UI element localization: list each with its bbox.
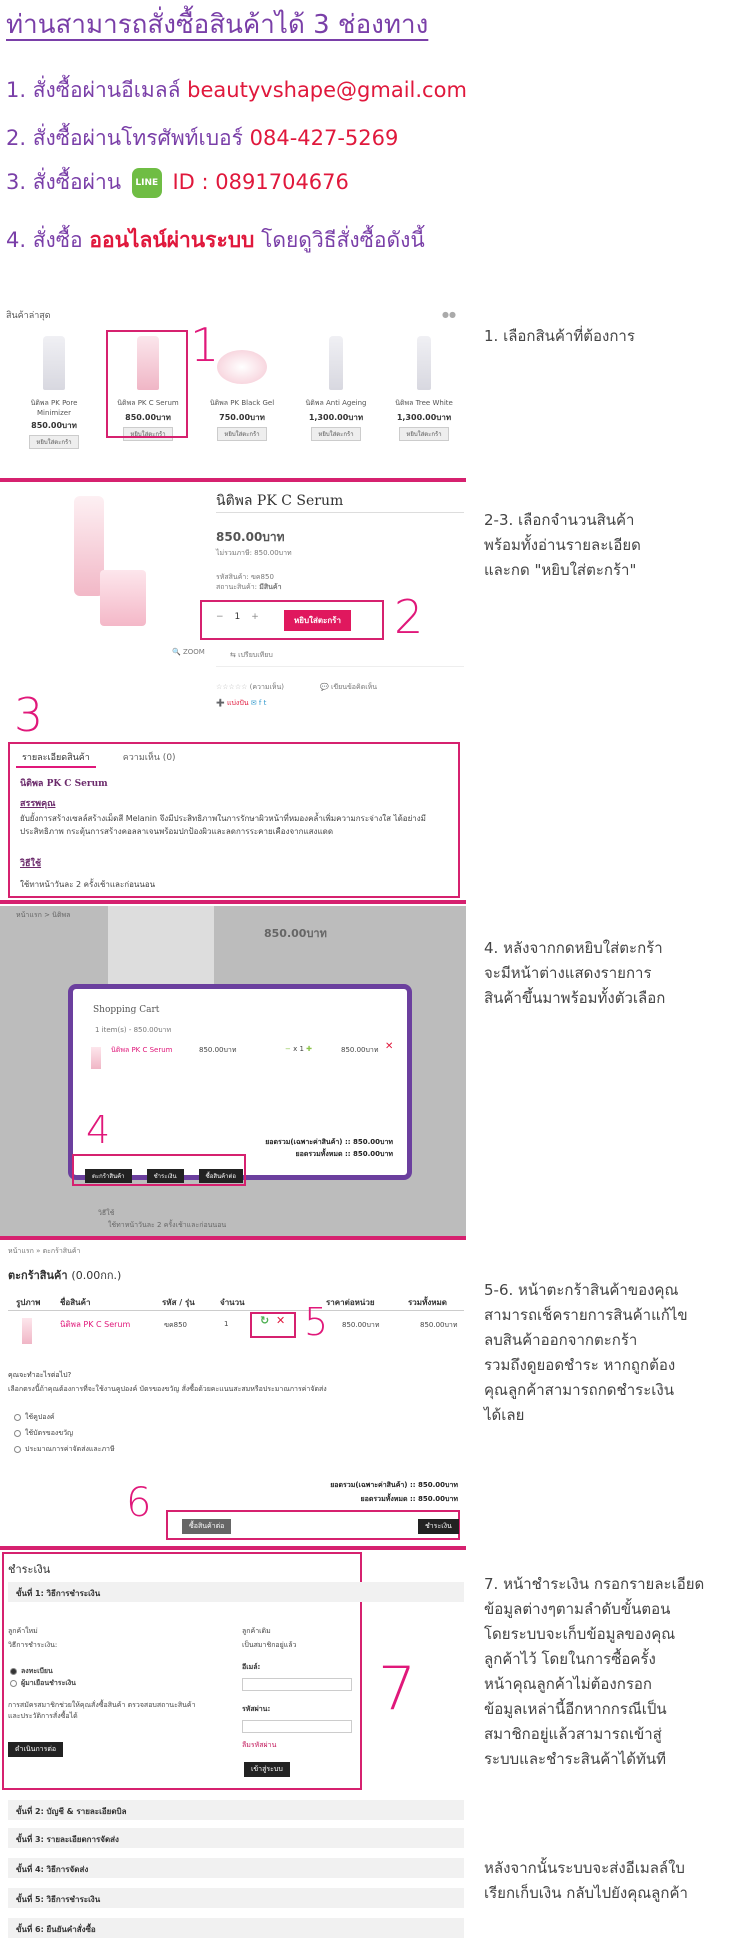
- remove-icon[interactable]: ✕: [276, 1314, 286, 1327]
- cart-total: ยอดรวมทั้งหมด :: 850.00บาท: [360, 1495, 458, 1503]
- refresh-icon[interactable]: ↻: [260, 1314, 270, 1327]
- section-divider: [0, 900, 466, 904]
- order-phone-line: [6, 122, 398, 155]
- radio-icon: [14, 1430, 21, 1437]
- step-marker-2: 2: [394, 590, 424, 644]
- zoom-label[interactable]: 🔍 ZOOM: [172, 648, 205, 656]
- returning-customer-label: ลูกค้าเดิม: [242, 1627, 271, 1635]
- checkout-step-1[interactable]: ขั้นที่ 1: วิธีการชำระเงิน: [8, 1582, 464, 1602]
- product-image: [417, 336, 431, 390]
- product-code: รหัสสินค้า: ฃค850: [216, 573, 274, 581]
- quantity-stepper[interactable]: [216, 612, 259, 622]
- cart-item-thumb: [22, 1318, 32, 1344]
- checkout-step-5[interactable]: ขั้นที่ 5: วิธีการชำระเงิน: [8, 1888, 464, 1908]
- cart-item-name[interactable]: นิติพล PK C Serum: [60, 1320, 131, 1329]
- step7-instruction: 7. หน้าชำระเงิน กรอกรายละเอียด ข้อมูลต่างๆตามลำดับขั้นตอน โดยระบบจะเก็บข้อมูลของคุณ ลูกค้าไว้ โดยในการซื้อครั้ง หน้าคุณลูกค้าไม่ต้องกรอก ข้อมูลเหล่านี้อีกหากกรณีเป็น สมาชิกอยู่แล้วสามารถเข้าสู่ ระบบและชำระสินค้าได้ทันที: [484, 1575, 705, 1768]
- detail-tabs: [16, 748, 186, 768]
- order-email-line: [6, 74, 467, 107]
- order-phone-value[interactable]: 084-427-5269: [249, 126, 399, 150]
- cart-item-qty[interactable]: − x 1 ✚: [285, 1045, 313, 1053]
- forgot-password-link[interactable]: ลืมรหัสผ่าน: [242, 1741, 277, 1749]
- cart-item-price: 850.00บาท: [199, 1046, 237, 1054]
- product-image: [43, 336, 65, 390]
- bg-usage-label: วิธีใช้: [98, 1209, 115, 1217]
- remove-icon[interactable]: ✕: [385, 1041, 394, 1052]
- tab-detail[interactable]: รายละเอียดสินค้า: [16, 748, 96, 768]
- password-label: รหัสผ่าน:: [242, 1705, 271, 1713]
- add-to-cart-button[interactable]: หยิบใส่ตะกร้า: [311, 427, 360, 441]
- order-line-label: 3. สั่งซื้อผ่าน: [6, 170, 122, 194]
- quantity-input[interactable]: 1: [234, 612, 241, 622]
- checkout-step-4[interactable]: ขั้นที่ 4: วิธีการจัดส่ง: [8, 1858, 464, 1878]
- next-question-desc: เลือกตรงนี้ถ้าคุณต้องการที่จะใช้งานคูปองค์ บัตรของขวัญ สั่งซื้อด้วยคะแนนสะสมหรือประมาณการค่าจัดส่ง: [8, 1385, 327, 1393]
- plus-icon: ✚: [306, 1045, 313, 1053]
- product-title: นิติพล PK C Serum: [216, 493, 344, 509]
- product-name: นิติพล PK C Serum: [117, 399, 179, 407]
- cart-item-name[interactable]: นิติพล PK C Serum: [111, 1046, 173, 1054]
- next-question: คุณจะทำอะไรต่อไป?: [8, 1371, 72, 1379]
- step-marker-1: 1: [190, 318, 220, 372]
- radio-icon: [10, 1668, 17, 1675]
- radio-icon: [10, 1680, 17, 1687]
- detail-title: นิติพล PK C Serum: [20, 779, 108, 789]
- selected-product-highlight: [106, 330, 188, 438]
- cart-page-title: ตะกร้าสินค้า (0.00กก.): [8, 1269, 122, 1282]
- step-marker-5: 5: [304, 1300, 329, 1344]
- cart-item-code: ฃค850: [164, 1321, 187, 1329]
- checkout-button[interactable]: ชำระเงิน: [418, 1519, 459, 1534]
- new-customer-label: ลูกค้าใหม่: [8, 1627, 38, 1635]
- divider: [216, 512, 464, 513]
- product-card[interactable]: [296, 336, 376, 441]
- order-online-line: [6, 224, 425, 257]
- product-image: [217, 350, 267, 384]
- radio-icon: [14, 1446, 21, 1453]
- section-divider: [0, 1546, 466, 1550]
- email-label: อีเมล์:: [242, 1663, 261, 1671]
- order-email-value[interactable]: beautyvshape@gmail.com: [187, 78, 467, 102]
- step1-instruction: 1. เลือกสินค้าที่ต้องการ: [484, 327, 635, 345]
- breadcrumb[interactable]: หน้าแรก » ตะกร้าสินค้า: [8, 1247, 81, 1255]
- order-line-line: [6, 166, 349, 199]
- product-price: 750.00บาท: [219, 413, 265, 422]
- step-marker-7: 7: [378, 1654, 417, 1724]
- product-name: นิติพล Tree White: [395, 399, 453, 407]
- product-price: 850.00บาท: [31, 421, 77, 430]
- serum-box-image: [100, 570, 146, 626]
- add-to-cart-button[interactable]: หยิบใส่ตะกร้า: [217, 427, 266, 441]
- add-to-cart-button[interactable]: หยิบใส่ตะกร้า: [123, 427, 172, 441]
- line-app-icon: LINE: [132, 168, 162, 198]
- write-review-link[interactable]: 💬 เขียนข้อคิดเห็น: [320, 683, 378, 691]
- detail-props-text: ยับยั้งการสร้างเซลล์สร้างเม็ดสี Melanin จึงมีประสิทธิภาพในการรักษาผิวหน้าที่หมองคล้ำเพิ่มความกระจ่างใส ได้อย่างมีประสิทธิภาพ กระตุ้นการสร้างคอลลาเจนพร้อมปกป้องผิวและลดการระคายเคืองจากแสงแดด: [20, 814, 426, 836]
- price-excl-tax: ไม่รวมภาษี: 850.00บาท: [216, 549, 292, 557]
- cart-item-unit: 850.00บาท: [342, 1321, 380, 1329]
- step-marker-4: 4: [86, 1108, 111, 1152]
- checkout-step-3[interactable]: ขั้นที่ 3: รายละเอียดการจัดส่ง: [8, 1828, 464, 1848]
- minus-icon: −: [285, 1045, 291, 1053]
- checkout-step-6[interactable]: ขั้นที่ 6: ยืนยันคำสั่งซื้อ: [8, 1918, 464, 1938]
- detail-usage-text: ใช้ทาหน้าวันละ 2 ครั้งเช้าและก่อนนอน: [20, 880, 156, 889]
- step1-screenshot: [6, 308, 462, 456]
- tab-review[interactable]: ความเห็น (0): [122, 753, 176, 763]
- product-name: นิติพล PK Pore Minimizer: [30, 399, 78, 417]
- step56-instruction: 5-6. หน้าตะกร้าสินค้าของคุณ สามารถเช็ครายการสินค้าแก้ไข ลบสินค้าออกจากตะกร้า รวมถึงดูยอดชำระ หากถูกต้อง คุณลูกค้าสามารถกดชำระเงิน ได้เลย: [484, 1281, 688, 1424]
- option-voucher[interactable]: ใช้บัตรของขวัญ: [14, 1428, 73, 1439]
- email-field[interactable]: [242, 1678, 352, 1691]
- payment-method-label: วิธีการชำระเงิน:: [8, 1641, 58, 1649]
- cart-title: Shopping Cart: [93, 1005, 160, 1015]
- cart-actions-highlight: [72, 1154, 246, 1186]
- continue-button[interactable]: ดำเนินการต่อ: [8, 1742, 63, 1757]
- product-name: นิติพล PK Black Gel: [209, 399, 275, 407]
- step4-instruction: 4. หลังจากกดหยิบใส่ตะกร้า จะมีหน้าต่างแสดงรายการ สินค้าขึ้นมาพร้อมทั้งตัวเลือก: [484, 939, 666, 1007]
- option-shipping[interactable]: ประมาณการค่าจัดส่งและภาษี: [14, 1444, 115, 1455]
- compare-link[interactable]: ⇆ เปรียบเทียบ: [230, 651, 273, 659]
- checkout-title: ชำระเงิน: [8, 1563, 51, 1576]
- product-name: นิติพล Anti Ageing: [305, 399, 367, 407]
- add-to-cart-button[interactable]: หยิบใส่ตะกร้า: [284, 610, 351, 631]
- product-card[interactable]: [384, 336, 464, 441]
- page-title: ท่านสามารถสั่งซื้อสินค้าได้ 3 ช่องทาง: [6, 10, 429, 40]
- footer-note: หลังจากนั้นระบบจะส่งอีเมลล์ใบ เรียกเก็บเงิน กลับไปยังคุณลูกค้า: [484, 1859, 688, 1902]
- bg-usage: ใช้ทาหน้าวันละ 2 ครั้งเช้าและก่อนนอน: [108, 1221, 227, 1229]
- login-button[interactable]: เข้าสู่ระบบ: [244, 1762, 290, 1777]
- order-online-label: 4. สั่งซื้อ: [6, 228, 83, 252]
- cart-subtotal: ยอดรวม(เฉพาะค่าสินค้า) :: 850.00บาท: [265, 1138, 393, 1146]
- section-divider: [0, 1236, 466, 1240]
- divider: [216, 666, 464, 667]
- order-line-value[interactable]: ID : 0891704676: [172, 170, 349, 194]
- add-to-cart-button[interactable]: หยิบใส่ตะกร้า: [399, 427, 448, 441]
- section-divider: [0, 478, 466, 482]
- radio-icon: [14, 1414, 21, 1421]
- detail-props-label: สรรพคุณ: [20, 799, 56, 809]
- product-price: 1,300.00บาท: [396, 413, 452, 422]
- view-cart-button[interactable]: ตะกร้าสินค้า: [85, 1169, 132, 1183]
- table-row: [8, 1314, 464, 1350]
- option-coupon[interactable]: ใช้คูปองค์: [14, 1412, 55, 1423]
- product-image-large: [20, 490, 180, 650]
- product-image: [329, 336, 343, 390]
- continue-shopping-button[interactable]: ซื้อสินค้าต่อ: [182, 1519, 231, 1534]
- minus-icon[interactable]: −: [216, 612, 224, 622]
- continue-shopping-button[interactable]: ซื้อสินค้าต่อ: [199, 1169, 243, 1183]
- stock-status: สถานะสินค้า: มีสินค้า: [216, 583, 282, 591]
- option-guest[interactable]: ผู้มาเยือนชำระเงิน: [10, 1678, 76, 1689]
- detail-usage-label: วิธีใช้: [20, 859, 42, 869]
- rating-stars-icon: ☆☆☆☆☆ (ความเห็น): [216, 683, 285, 691]
- checkout-step-2[interactable]: ขั้นที่ 2: บัญชี & รายละเอียดบิล: [8, 1800, 464, 1820]
- order-email-label: 1. สั่งซื้อผ่านอีเมลล์: [6, 78, 181, 102]
- step-marker-6: 6: [126, 1480, 152, 1526]
- product-price: 850.00บาท: [216, 530, 285, 544]
- step-marker-3: 3: [14, 688, 44, 742]
- edit-item-highlight: [250, 1312, 296, 1338]
- order-online-suffix: โดยดูวิธีสั่งซื้อดังนี้: [261, 228, 425, 252]
- bg-price: 850.00บาท: [264, 927, 327, 940]
- share-bar[interactable]: ➕ แบ่งปัน ✉ f t: [216, 699, 267, 707]
- divider: [8, 1310, 464, 1311]
- cart-item-qty[interactable]: 1: [224, 1320, 229, 1328]
- option-register[interactable]: ลงทะเบียน: [10, 1666, 53, 1677]
- register-description: การสมัครสมาชิกช่วยให้คุณสั่งซื้อสินค้า ตรวจสอบสถานะสินค้าและประวัติการสั่งซื้อได้: [8, 1701, 196, 1720]
- bg-breadcrumb: หน้าแรก > นิติพล: [16, 911, 71, 919]
- carousel-arrows-icon[interactable]: ●●: [442, 310, 456, 319]
- cart-total: ยอดรวมทั้งหมด :: 850.00บาท: [295, 1150, 393, 1158]
- returning-customer-desc: เป็นสมาชิกอยู่แล้ว: [242, 1641, 297, 1649]
- shopping-cart-modal: [68, 984, 412, 1180]
- add-to-cart-button[interactable]: หยิบใส่ตะกร้า: [29, 435, 78, 449]
- bg-product-image: [108, 906, 214, 988]
- cart-item-total: 850.00บาท: [341, 1046, 379, 1054]
- cart-subtotal: ยอดรวม(เฉพาะค่าสินค้า) :: 850.00บาท: [330, 1481, 458, 1489]
- cart-item-thumb: [91, 1047, 101, 1069]
- password-field[interactable]: [242, 1720, 352, 1733]
- latest-products-title: สินค้าล่าสุด: [6, 311, 51, 321]
- cart-summary: 1 item(s) - 850.00บาท: [95, 1026, 172, 1034]
- step2-instruction: 2-3. เลือกจำนวนสินค้า พร้อมทั้งอ่านรายละเอียด และกด "หยิบใส่ตะกร้า": [484, 511, 641, 579]
- checkout-button[interactable]: ชำระเงิน: [147, 1169, 184, 1183]
- product-price: 850.00บาท: [125, 413, 171, 422]
- product-price: 1,300.00บาท: [308, 413, 364, 422]
- product-card[interactable]: [14, 336, 94, 449]
- order-online-bold: ออนไลน์ผ่านระบบ: [89, 228, 255, 252]
- plus-icon[interactable]: +: [251, 612, 259, 622]
- order-phone-label: 2. สั่งซื้อผ่านโทรศัพท์เบอร์: [6, 126, 243, 150]
- cart-item-total: 850.00บาท: [420, 1321, 458, 1329]
